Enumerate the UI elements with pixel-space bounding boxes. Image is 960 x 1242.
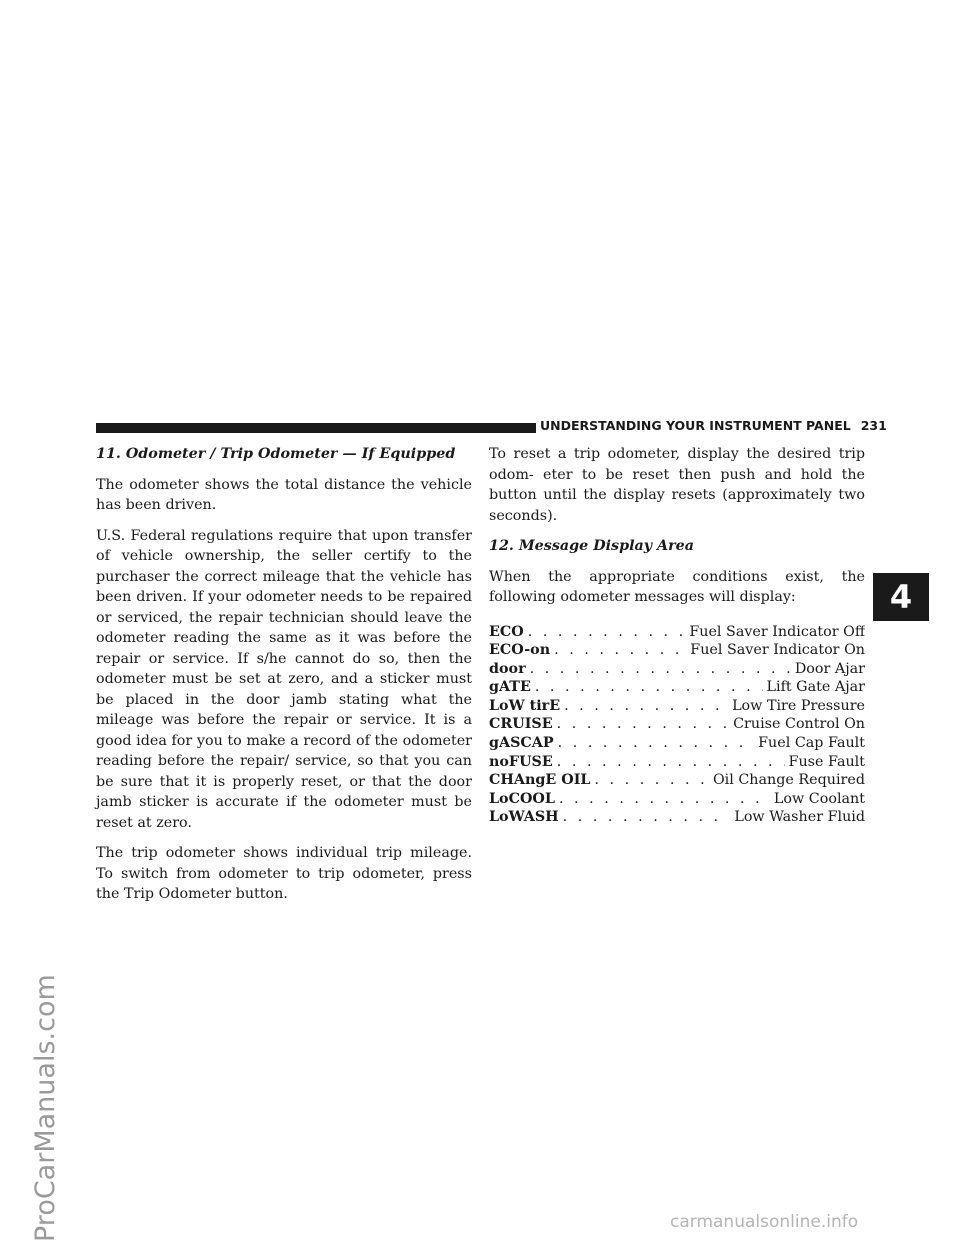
section-heading-message-display: 12. Message Display Area: [489, 538, 695, 554]
message-description: Fuel Saver Indicator On: [690, 642, 865, 659]
list-item: [489, 789, 865, 808]
header-rule: [96, 423, 536, 433]
message-description: Lift Gate Ajar: [766, 679, 865, 696]
list-item: [489, 714, 865, 733]
side-watermark: ProCarManuals.com: [30, 974, 61, 1242]
section-title: UNDERSTANDING YOUR INSTRUMENT PANEL: [540, 418, 851, 433]
message-code: ECO-on: [489, 642, 551, 659]
list-item: [489, 677, 865, 696]
message-description: Fuse Fault: [788, 753, 865, 770]
leader-dots: [563, 807, 731, 826]
message-code: ECO: [489, 623, 524, 640]
message-description: Oil Change Required: [712, 772, 865, 789]
message-code: LoWASH: [489, 809, 559, 826]
list-item: [489, 659, 865, 678]
paragraph: The trip odometer shows individual trip mileage. To switch from odometer to trip odometer, press the Trip Odometer button.: [96, 845, 472, 902]
list-item: [489, 622, 865, 641]
message-code: CHAngE OIL: [489, 772, 591, 789]
leader-dots: [528, 622, 686, 641]
message-code: CRUISE: [489, 716, 553, 733]
leader-dots: [559, 789, 770, 808]
leader-dots: [554, 640, 686, 659]
section-heading-odometer: 11. Odometer / Trip Odometer — If Equipped: [96, 446, 456, 462]
message-description: Door Ajar: [794, 660, 865, 677]
chapter-tab: 4: [873, 573, 929, 621]
left-column: [96, 444, 472, 915]
message-code: gATE: [489, 679, 531, 696]
message-code: noFUSE: [489, 753, 553, 770]
right-column: [489, 444, 865, 826]
message-description: Fuel Saver Indicator Off: [689, 623, 865, 640]
page-number: 231: [860, 418, 887, 433]
message-list: [489, 622, 865, 827]
leader-dots: [558, 733, 754, 752]
leader-dots: [557, 714, 729, 733]
message-code: LoW tirE: [489, 697, 561, 714]
list-item: [489, 733, 865, 752]
leader-dots: [594, 770, 708, 789]
message-code: gASCAP: [489, 735, 554, 752]
list-item: [489, 640, 865, 659]
message-description: Fuel Cap Fault: [758, 735, 865, 752]
list-item: [489, 770, 865, 789]
message-description: Low Washer Fluid: [734, 809, 865, 826]
list-item: [489, 752, 865, 771]
paragraph: The odometer shows the total distance the vehicle has been driven.: [96, 476, 472, 513]
list-item: [489, 696, 865, 715]
leader-dots: [564, 696, 728, 715]
message-code: LoCOOL: [489, 790, 555, 807]
message-description: Low Tire Pressure: [732, 697, 865, 714]
message-description: Cruise Control On: [733, 716, 865, 733]
paragraph: When the appropriate conditions exist, the following odometer messages will display:: [489, 568, 865, 605]
list-item: [489, 807, 865, 826]
leader-dots: [530, 659, 791, 678]
paragraph: U.S. Federal regulations require that upon transfer of vehicle ownership, the seller certify to the purchaser the correct mileage that the vehicle has been driven. If your odometer needs to be repaired or serviced, the repair technician should leave the odometer reading the same as it was before the repair or service. If s/he cannot do so, then the odometer must be set at zero, and a sticker must be placed in the door jamb stating what the mileage was before the repair or service. It is a good idea for you to make a record of the odometer reading before the repair/ service, so that you can be sure that it is properly reset, or that the door jamb sticker is accurate if the odometer must be reset at zero.: [96, 527, 472, 831]
leader-dots: [557, 752, 785, 771]
bottom-watermark: carmanualsonline.info: [670, 1212, 859, 1232]
message-description: Low Coolant: [773, 790, 865, 807]
running-header: [540, 418, 887, 433]
message-code: door: [489, 660, 526, 677]
paragraph: To reset a trip odometer, display the desired trip odom- eter to be reset then push and hold the button until the display resets (approximately two seconds).: [489, 446, 865, 524]
leader-dots: [535, 677, 763, 696]
